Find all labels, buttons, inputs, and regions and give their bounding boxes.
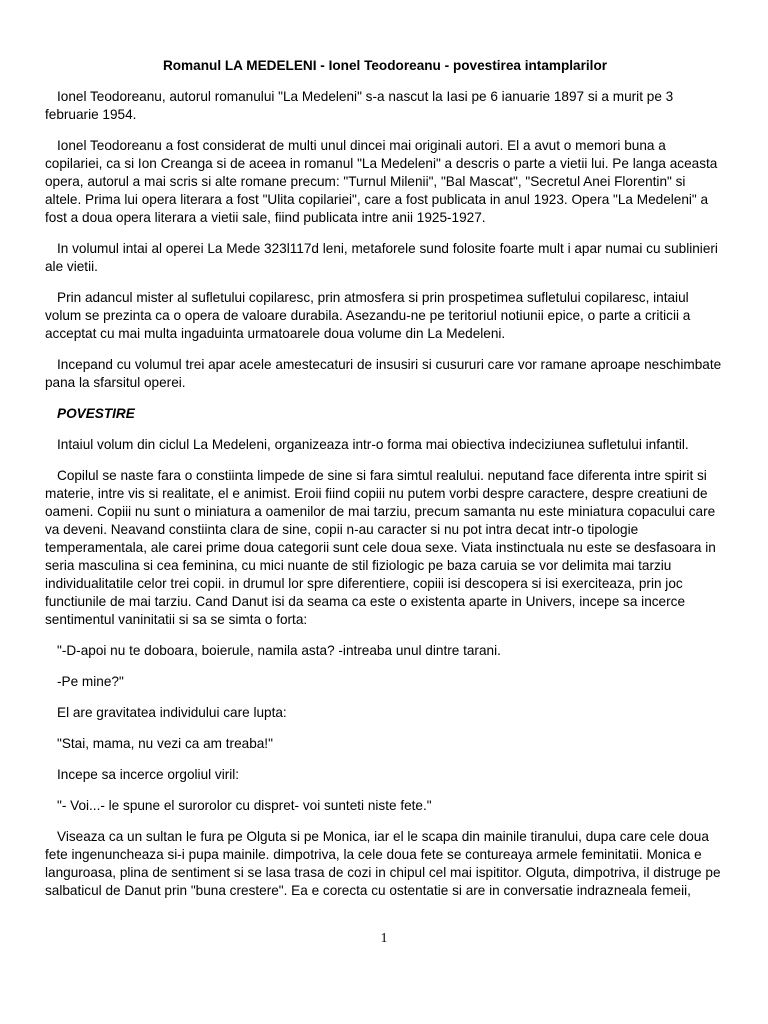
paragraph: Ionel Teodoreanu, autorul romanului "La Medeleni" s-a nascut la Iasi pe 6 ianuarie 1897 si a murit pe 3 februarie 1954. bbox=[45, 89, 674, 122]
paragraph: Prin adancul mister al sufletului copilaresc, prin atmosfera si prin prospetimea sufletului copilaresc, intaiul volum se prezinta ca o opera de valoare durabila. Asezandu-ne pe teritoriul notiunii epice, o parte a criticii a acceptat cu mai multa ingaduinta urmatoarele doua volume din La Medeleni. bbox=[45, 290, 691, 341]
paragraph: Viseaza ca un sultan le fura pe Olguta si pe Monica, iar el le scapa din mainile tiranului, dupa care cele doua fete ingenuncheaza si-i pupa mainile. dimpotriva, la cele doua fete se contureaya armele feminitatii. Monica e languroasa, plina de sentiment si se lasa trasa de cozi in chipul cel mai ispititor. Olguta, dimpotriva, il distruge pe salbaticul de Danut prin "buna crestere". Ea e corecta cu ostentatie si are in conversatie indrazneala femeii, bbox=[45, 829, 721, 898]
paragraph: In volumul intai al operei La Mede 323l117d leni, metaforele sund folosite foarte mult i apar numai cu sublinieri ale vietii. bbox=[45, 241, 718, 274]
document-page bbox=[45, 57, 725, 913]
paragraph: Intaiul volum din ciclul La Medeleni, organizeaza intr-o forma mai obiectiva indeciziunea sufletului infantil. bbox=[57, 437, 689, 452]
page-number: 1 bbox=[380, 930, 388, 945]
document-title: Romanul LA MEDELENI - Ionel Teodoreanu - povestirea intamplarilor bbox=[162, 58, 608, 73]
section-heading: POVESTIRE bbox=[57, 406, 135, 421]
paragraph: Copilul se naste fara o constiinta limpede de sine si fara simtul realului. neputand face diferenta intre spirit si materie, intre vis si realitate, el e animist. Eroii fiind copiii nu putem vorbi despre caractere, despre creatiuni de oameni. Copiii nu sunt o miniatura a oamenilor de mai tarziu, precum samanta nu este miniatura copacului care va deveni. Neavand constiinta clara de sine, copii n-au caracter si nu pot intra decat intr-o tipologie temperamentala, ale carei prime doua categorii sunt cele doua sexe. Viata instinctuala nu este se desfasoara in seria masculina si cea feminina, cu mici nuante de stil fiziologic pe baza caruia se vor delimita mai tarziu individualitatile celor trei copii. in drumul lor spre diferentiere, copiii isi descopera si isi exerciteaza, prin joc functiunile de mai tarziu. Cand Danut isi da seama ca este o existenta aparte in Univers, incepe sa incerce sentimentul vaninitatii si sa se simta o forta: bbox=[45, 468, 716, 627]
quote-line: -Pe mine?" bbox=[57, 674, 124, 689]
paragraph: Incepand cu volumul trei apar acele amestecaturi de insusiri si cusururi care vor ramane aproape neschimbate pana la sfarsitul operei. bbox=[45, 357, 722, 390]
quote-line: "Stai, mama, nu vezi ca am treaba!" bbox=[57, 736, 273, 751]
paragraph: Ionel Teodoreanu a fost considerat de multi unul dincei mai originali autori. El a avut o memori buna a copilariei, ca si Ion Creanga si de aceea in romanul "La Medeleni" a descris o parte a vietii lui. Pe langa aceasta opera, autorul a mai scris si alte romane precum: "Turnul Milenii", "Bal Mascat", "Secretul Anei Florentin" si altele. Prima lui opera literara a fost "Ulita copilariei", care a fost publicata in anul 1923. Opera "La Medeleni" a fost a doua opera literara a vietii sale, fiind publicata intre anii 1925-1927. bbox=[45, 138, 718, 225]
quote-line: "- Voi...- le spune el surorolor cu dispret- voi sunteti niste fete." bbox=[57, 798, 432, 813]
paragraph: Incepe sa incerce orgoliul viril: bbox=[57, 767, 240, 782]
quote-line: "-D-apoi nu te doboara, boierule, namila asta? -intreaba unul dintre tarani. bbox=[57, 643, 501, 658]
paragraph: El are gravitatea individului care lupta: bbox=[57, 705, 287, 720]
